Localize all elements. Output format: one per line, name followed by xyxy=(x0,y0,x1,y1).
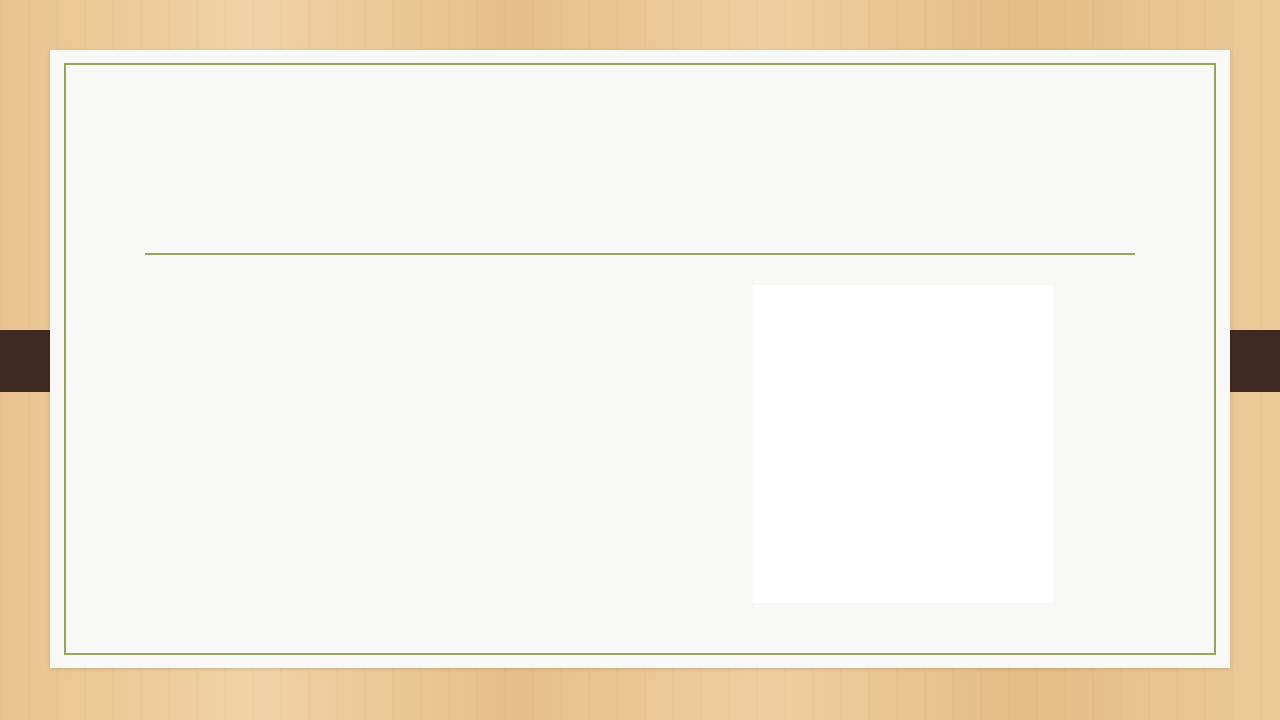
figure-background xyxy=(753,285,1053,603)
title-rule xyxy=(145,253,1135,255)
slide xyxy=(50,50,1230,668)
test-tubes-figure xyxy=(753,285,1053,603)
